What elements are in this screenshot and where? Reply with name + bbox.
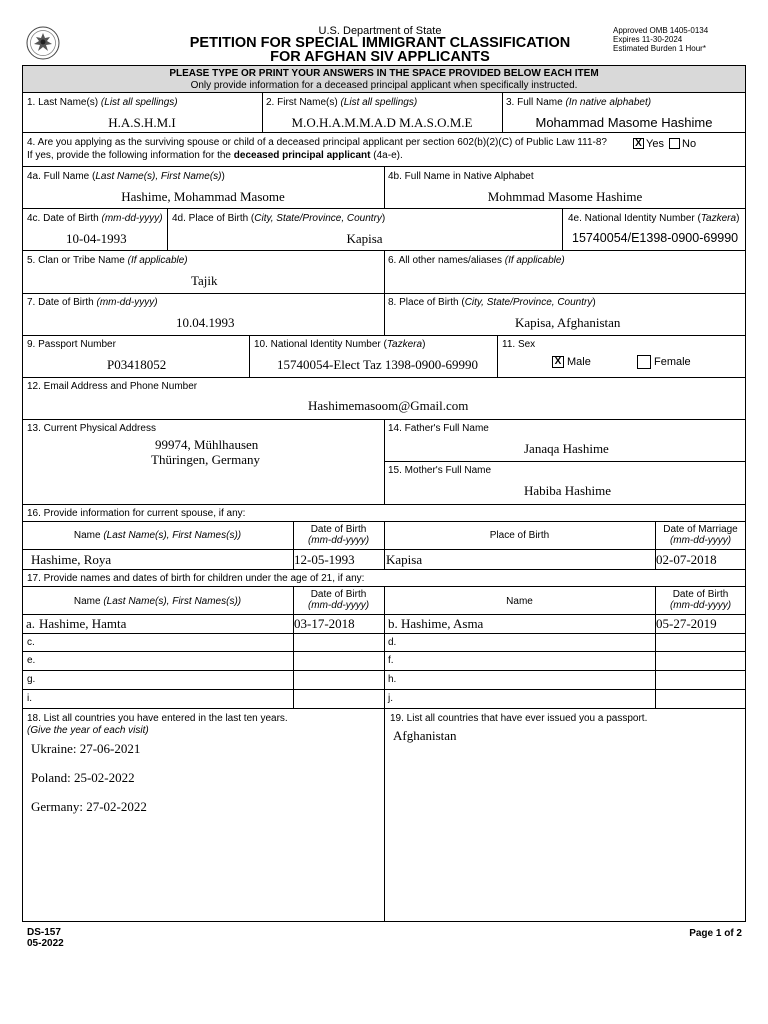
q4a-label: 4a. Full Name (Last Name(s), First Name(s)) [27, 171, 225, 182]
q3-label: 3. Full Name (In native alphabet) [506, 97, 652, 108]
q16-col-dob: Date of Birth (mm-dd-yyyy) [307, 524, 370, 546]
q9-label: 9. Passport Number [27, 339, 116, 350]
address-line2[interactable]: Thüringen, Germany [151, 452, 261, 467]
q4-no-label: No [682, 138, 697, 150]
child-name-value[interactable]: Hashime, Hamta [39, 616, 127, 631]
deceased-national-id-value[interactable]: 15740054/E1398-0900-69990 [572, 231, 739, 245]
q10-label: 10. National Identity Number (Tazkera) [254, 339, 426, 350]
child-letter: i. [27, 693, 32, 704]
form-title-line2: FOR AFGHAN SIV APPLICANTS [270, 49, 490, 65]
address-line1[interactable]: 99974, Mühlhausen [155, 437, 259, 452]
child-letter: j. [388, 693, 393, 704]
pob-value[interactable]: Kapisa, Afghanistan [515, 315, 621, 330]
clan-tribe-value[interactable]: Tajik [191, 273, 218, 288]
q16-col-dom: Date of Marriage (mm-dd-yyyy) [663, 524, 738, 546]
deceased-pob-value[interactable]: Kapisa [346, 231, 383, 246]
spouse-pob-value[interactable]: Kapisa [386, 552, 423, 567]
spouse-name-value[interactable]: Hashime, Roya [31, 552, 112, 567]
dob-value[interactable]: 10.04.1993 [176, 315, 235, 330]
sex-female-checkbox[interactable] [637, 355, 651, 369]
q17-col-name: Name (Last Name(s), First Names(s)) [73, 596, 242, 607]
q12-label: 12. Email Address and Phone Number [27, 381, 198, 392]
q18-label: 18. List all countries you have entered in the last ten years. [27, 713, 288, 724]
omb-approval: Approved OMB 1405-0134 [613, 26, 709, 35]
instructions-line1: PLEASE TYPE OR PRINT YOUR ANSWERS IN THE SPACE PROVIDED BELOW EACH ITEM [169, 68, 599, 79]
child-letter: c. [27, 637, 35, 648]
omb-burden: Estimated Burden 1 Hour* [613, 44, 706, 53]
sex-male-label: Male [567, 356, 591, 368]
form-revision-date: 05-2022 [27, 938, 64, 949]
passport-country-value[interactable]: Afghanistan [393, 728, 457, 743]
q14-label: 14. Father's Full Name [388, 423, 489, 434]
mother-name-value[interactable]: Habiba Hashime [524, 483, 612, 498]
form-number: DS-157 [27, 927, 61, 938]
q17-col-name-right: Name [506, 596, 533, 607]
q4e-label: 4e. National Identity Number (Tazkera) [568, 213, 740, 224]
department-of-state-seal-icon [26, 26, 60, 60]
q4-no-checkbox[interactable] [669, 138, 680, 149]
q4c-label: 4c. Date of Birth (mm-dd-yyyy) [27, 213, 163, 224]
child-letter: g. [27, 674, 36, 685]
q19-label: 19. List all countries that have ever issued you a passport. [390, 713, 648, 724]
q4-yes-label: Yes [646, 138, 664, 150]
child-letter: b. [388, 616, 398, 631]
email-phone-value[interactable]: Hashimemasoom@Gmail.com [308, 398, 469, 413]
q5-label: 5. Clan or Tribe Name (If applicable) [27, 255, 188, 266]
country-visit-entry[interactable]: Ukraine: 27-06-2021 [31, 741, 141, 756]
department-name: U.S. Department of State [318, 25, 442, 37]
child-letter: d. [388, 637, 397, 648]
q17-col-dob-right: Date of Birth (mm-dd-yyyy) [669, 589, 732, 611]
q1-label: 1. Last Name(s) (List all spellings) [27, 97, 178, 108]
child-letter: f. [388, 655, 394, 666]
spouse-dob-value[interactable]: 12-05-1993 [294, 552, 355, 567]
child-letter: a. [26, 616, 36, 631]
q4-instruction: If yes, provide the following information for the deceased principal applicant (4a-e). [27, 150, 403, 161]
form-title-line1: PETITION FOR SPECIAL IMMIGRANT CLASSIFICATION [189, 35, 571, 51]
country-visit-entry[interactable]: Poland: 25-02-2022 [31, 770, 135, 785]
child-dob-value[interactable]: 05-27-2019 [656, 616, 717, 631]
native-full-name-value[interactable]: Mohammad Masome Hashime [535, 115, 713, 130]
q17-col-dob-left: Date of Birth (mm-dd-yyyy) [307, 589, 370, 611]
q4d-label: 4d. Place of Birth (City, State/Province, Country) [172, 213, 386, 224]
deceased-full-name-value[interactable]: Hashime, Mohammad Masome [121, 189, 285, 204]
passport-number-value[interactable]: P03418052 [107, 357, 167, 372]
first-name-value[interactable]: M.O.H.A.M.M.A.D M.A.S.O.M.E [291, 115, 473, 130]
spouse-dom-value[interactable]: 02-07-2018 [656, 552, 717, 567]
father-name-value[interactable]: Janaqa Hashime [524, 441, 609, 456]
q4b-label: 4b. Full Name in Native Alphabet [388, 171, 534, 182]
last-name-value[interactable]: H.A.S.H.M.I [108, 115, 176, 130]
sex-male-checkbox[interactable]: X [552, 356, 564, 368]
deceased-native-name-value[interactable]: Mohmmad Masome Hashime [487, 189, 643, 204]
national-id-value[interactable]: 15740054-Elect Taz 1398-0900-69990 [277, 357, 479, 372]
country-visit-entry[interactable]: Germany: 27-02-2022 [31, 799, 147, 814]
q16-label: 16. Provide information for current spouse, if any: [27, 508, 246, 519]
q7-label: 7. Date of Birth (mm-dd-yyyy) [27, 297, 158, 308]
deceased-dob-value[interactable]: 10-04-1993 [66, 231, 127, 246]
q13-label: 13. Current Physical Address [27, 423, 156, 434]
q4-yes-checkbox[interactable]: X [633, 138, 644, 149]
child-name-value[interactable]: Hashime, Asma [401, 616, 484, 631]
child-dob-value[interactable]: 03-17-2018 [294, 616, 355, 631]
sex-female-label: Female [654, 356, 691, 368]
q15-label: 15. Mother's Full Name [388, 465, 492, 476]
q11-label: 11. Sex [502, 339, 536, 350]
q18-hint: (Give the year of each visit) [27, 725, 149, 736]
q6-label: 6. All other names/aliases (If applicable) [388, 255, 565, 266]
instructions-line2: Only provide information for a deceased principal applicant when specifically instructed. [190, 80, 578, 91]
q17-label: 17. Provide names and dates of birth for children under the age of 21, if any: [27, 573, 365, 584]
q4-question: 4. Are you applying as the surviving spouse or child of a deceased principal applicant per section 602(b)(2)(C) of Public Law 111-8? [27, 137, 607, 148]
q16-col-name: Name (Last Name(s), First Names(s)) [73, 530, 242, 541]
child-letter: e. [27, 655, 36, 666]
q8-label: 8. Place of Birth (City, State/Province, Country) [388, 297, 596, 308]
child-letter: h. [388, 674, 397, 685]
q2-label: 2. First Name(s) (List all spellings) [266, 97, 418, 108]
page-number: Page 1 of 2 [689, 928, 742, 939]
omb-expires: Expires 11-30-2024 [613, 35, 683, 44]
q16-col-pob: Place of Birth [489, 530, 550, 541]
